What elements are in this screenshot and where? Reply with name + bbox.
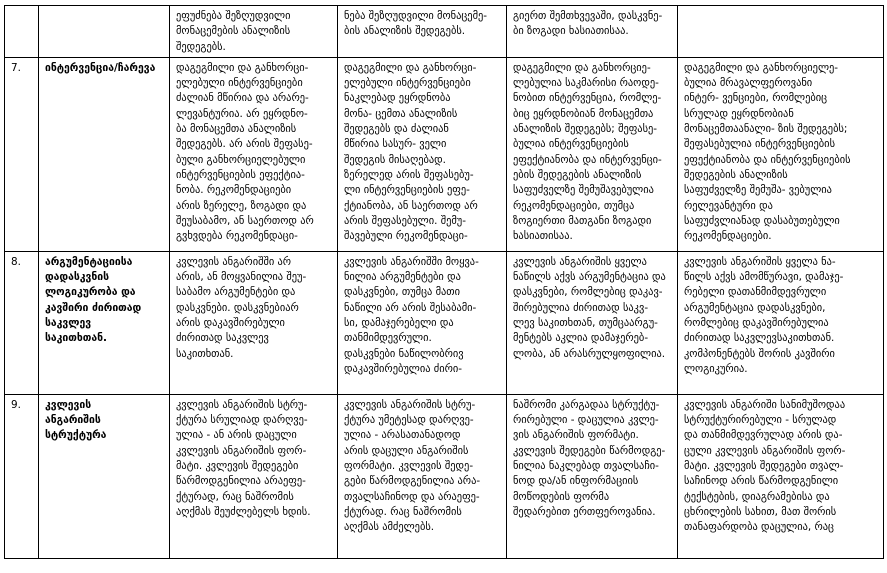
cell-text-line: რელევანტური და — [684, 199, 773, 212]
assessment-rubric-table — [4, 5, 884, 559]
cell-text-line: საფუძვლიანად დასაბუთებული — [684, 214, 840, 227]
cell-text-line: კვლევის შედეგები წარმოდგე- — [513, 444, 666, 457]
cell-text-line: კომპონენტებს შორის კავშირი — [684, 347, 835, 360]
cell-text-line: საჩინოდ არის წარმოდგენილი — [684, 475, 839, 488]
level-2-cell — [338, 57, 507, 251]
row-number-cell: 7. — [5, 57, 39, 251]
cell-text-line: შედეგებს. — [176, 40, 226, 53]
criterion-cell — [39, 57, 170, 251]
cell-text-line: ლევანტურია. არ ეყრდნო- — [176, 107, 308, 120]
cell-text-line: ნობა. რეკომენდაციები — [176, 184, 292, 197]
cell-text-line: ბული განხორციელებული — [176, 153, 306, 166]
level-4-cell — [678, 57, 884, 251]
cell-text-line: გვხვდება რეკომენდაცი- — [176, 230, 298, 243]
cell-text-line: მონაცემთაანალი- ზის შედეგებს; — [684, 123, 848, 136]
cell-text-line: არის დაცული ანგარიშის — [344, 444, 469, 457]
cell-text-line: შედეგის მისაღებად. — [344, 153, 446, 166]
cell-text-line: ნაკლებად ეყრდნობა — [344, 92, 451, 105]
level-1-cell — [170, 57, 338, 251]
cell-text-line: დაგეგმილი და განხორციელე- — [684, 61, 839, 74]
cell-text-line: ქტურად. რაც ნაშრომის — [344, 505, 462, 518]
cell-text-line: მონა- ცემთა ანალიზის — [344, 107, 458, 120]
cell-text-line: შედარებით ერთფეროვანია. — [513, 505, 656, 518]
cell-text-line: ცხრილების სახით, მათ შორის — [684, 505, 837, 518]
cell-text-line: მატი. კვლევის შედეგები თვალ- — [684, 460, 844, 473]
cell-text-line: შეუსაბამო, ან საერთოდ არ — [176, 214, 314, 227]
cell-text-line: კვლევის ანგარიშის ყველა — [513, 255, 647, 268]
cell-text-line: კვლევის — [45, 398, 92, 411]
cell-text-line: შედეგებს. არ არის შეფასე- — [176, 138, 313, 151]
level-2-cell — [338, 394, 507, 558]
cell-text-line: ნაწილს აქვს არგუმენტაცია და — [513, 271, 666, 284]
cell-text-line: მწირია სასურ- ველი — [344, 138, 447, 151]
cell-text-line: და თანმიმდევრულად არის და- — [684, 429, 843, 442]
level-3-cell — [507, 251, 678, 394]
cell-text-line: რირებული - დაცულია კვლე- — [513, 414, 659, 427]
cell-text-line: ანგარიშის — [45, 414, 101, 427]
cell-text-line: რებელი დათანმიმდევრული — [684, 286, 827, 299]
cell-text-line: ების შედეგების ანალიზის — [513, 168, 642, 181]
cell-text-line: ულია - ან არის დაცული — [176, 429, 297, 442]
level-3-cell — [507, 394, 678, 558]
cell-text-line: ძალიან მწირია და არარე- — [176, 92, 309, 105]
cell-text-line: ელებული ინტერვენციები — [176, 77, 303, 90]
cell-text-line: რეკომენდაციები, თუმცა — [513, 199, 635, 212]
cell-text-line: ნაშრომი კარგადაა სტრუქტუ- — [513, 398, 660, 411]
criterion-cell — [39, 6, 170, 58]
level-1-cell — [170, 394, 338, 558]
level-1-cell — [170, 251, 338, 394]
cell-text-line: ზერელედ არის შეფასებუ- — [344, 168, 474, 181]
cell-text-line: ნილია ნაკლებად თვალსაჩი- — [513, 460, 659, 473]
table-row-argumentation — [5, 251, 884, 394]
cell-text-line: ბი ზოგადი ხასიათისაა. — [513, 25, 629, 38]
level-4-cell — [678, 394, 884, 558]
row-number-cell: 8. — [5, 251, 39, 394]
cell-text-line: ლი ინტერვენციების ეფე- — [344, 184, 470, 197]
cell-text-line: წილს აქვს ამომწურავი, დამაჯე- — [684, 271, 844, 284]
cell-text-line: ხასიათისაა. — [513, 230, 573, 243]
cell-text-line: თანაფარდობა დაცულია, რაც — [684, 521, 834, 534]
cell-text-line: ნილია არგუმენტები და — [344, 271, 461, 284]
cell-text-line: აღქმას ამძელებს. — [344, 521, 435, 534]
cell-text-line: კავშირი ძირითად — [45, 301, 142, 314]
cell-text-line: ქტურა უმეტესად დარღვე- — [344, 414, 474, 427]
cell-text-line: დაგეგმილი და განხორცი- — [176, 61, 309, 74]
level-3-cell — [507, 57, 678, 251]
cell-text-line: სტრუქტურა — [45, 429, 107, 442]
cell-text-line: თვალსაჩინოდ და არაეფე- — [344, 490, 480, 503]
cell-text-line: შეფასებულია ინტერვენციების — [684, 138, 835, 151]
cell-text-line: შავებული რეკომენდაცი- — [344, 230, 468, 243]
cell-text-line: ძირითად საკვლევ — [176, 332, 269, 345]
cell-text-line: დასკვნები ნაწილობრივ — [344, 347, 464, 360]
cell-text-line: არის შეფასებული. შემუ- — [344, 214, 466, 227]
cell-text-line: ლოგიკურია. — [684, 362, 748, 375]
cell-text-line: სტრუქტურირებული - სრულად — [684, 414, 837, 427]
cell-text-line: ნოდ და/ან ინფორმაციის — [513, 475, 639, 488]
criterion-cell — [39, 251, 170, 394]
cell-text-line: საბამო არგუმენტები და — [176, 286, 296, 299]
cell-text-line: დასკვნები. დასკვნებიარ — [176, 301, 299, 314]
cell-text-line: ბულია მრავალფეროვანი — [684, 77, 813, 90]
criterion-cell — [39, 394, 170, 558]
cell-text-line: არის, ან მოყვანილია შეუ- — [176, 271, 307, 284]
cell-text-line: ტექსტების, დიაგრამებისა და — [684, 490, 830, 503]
cell-text-line: რომლებიც დაკავშირებულია — [684, 317, 829, 330]
cell-text-line: დაკავშირებულია ძირი- — [344, 362, 463, 375]
cell-text-line: საფუძველზე შემუშავებულია — [513, 184, 654, 197]
level-2-cell — [338, 251, 507, 394]
cell-text-line: გები წარმოდგენილია არა- — [344, 475, 481, 488]
cell-text-line: ბა მონაცემთა ანალიზის — [176, 123, 297, 136]
cell-text-line: ლებულია საკმარისი რაოდე- — [513, 77, 659, 90]
cell-text-line: ულია - არასათანადოდ — [344, 429, 461, 442]
cell-text-line: დაგეგმილი და განხორციე- — [513, 61, 651, 74]
cell-text-line: ძირითად საკვლევსაკითხთან. — [684, 332, 835, 345]
cell-text-line: ეფექტიანობა და ინტერვენციების — [684, 153, 851, 166]
cell-text-line: ნება შეზღუდვილი მონაცემე- — [344, 10, 488, 22]
cell-text-line: თანმიმდევრული. — [344, 332, 432, 345]
cell-text-line: ქტურად, რაც ნაშრომის — [176, 490, 294, 503]
cell-text-line: ანალიზის შედეგებს; შეფასე- — [513, 123, 658, 136]
cell-text-line: კვლევის ანგარიშის სტრუ- — [176, 398, 308, 411]
cell-text-line: ინტერვენციების ეფექტია- — [176, 168, 305, 181]
cell-text-line: წარმოდგენილია არაეფე- — [176, 475, 306, 488]
cell-text-line: გიერთ შემთხვევაში, დასკვნე- — [513, 10, 663, 22]
cell-text-line: სი, დამაჯერებელი და — [344, 317, 454, 330]
cell-text-line: ფორმატი. კვლევის შედე- — [344, 460, 474, 473]
level-1-cell — [170, 6, 338, 58]
cell-text-line: სრულად ეყრდნობიან — [684, 107, 794, 120]
cell-text-line: დასკვნები, რომლებიც დაკავ- — [513, 286, 663, 299]
cell-text-line: ქტიანობა, ან საერთოდ არ — [344, 199, 478, 212]
cell-text-line: საკითხთან. — [176, 347, 234, 360]
cell-text-line: დადასკვნის — [45, 271, 110, 284]
cell-text-line: ლევ საკითხთან, თუმცაარგუ- — [513, 317, 658, 330]
cell-text-line: საკითხთან. — [45, 332, 108, 345]
cell-text-line: დასკვნები, თუმცა მათი — [344, 286, 460, 299]
cell-text-line: ლოგიკურობა და — [45, 286, 136, 299]
table-row-intervention — [5, 57, 884, 251]
cell-text-line: ნაწილი არ არის შესაბამი- — [344, 301, 477, 314]
cell-text-line: ბის ანალიზის შედეგებს. — [344, 25, 466, 38]
cell-text-line: ქტურა სრულიად დარღვე- — [176, 414, 308, 427]
row-number-cell — [5, 6, 39, 58]
cell-text-line: ცული კვლევის ანგარიშის ფორ- — [684, 444, 846, 457]
cell-text-line: მონაცემების ანალიზის — [176, 25, 291, 38]
cell-text-line: ლობა, ან არასრულყოფილია. — [513, 347, 666, 360]
cell-text-line: არის დაკავშირებული — [176, 317, 285, 330]
level-3-cell — [507, 6, 678, 58]
table-row-continued — [5, 6, 884, 58]
cell-text-line: არგუმენტაცია დადასკვნები, — [684, 301, 826, 314]
cell-text-line: რეკომენდაციები. — [684, 230, 772, 243]
cell-text-line: შედეგებს და ძალიან — [344, 123, 449, 136]
cell-text-line: დაგეგმილი და განხორცი- — [344, 61, 477, 74]
cell-text-line: კვლევის ანგარიშში მოყვა- — [344, 255, 479, 268]
cell-text-line: ინტერ- ვენციები, რომლებიც — [684, 92, 828, 105]
cell-text-line: აღქმას შეუძლებელს ხდის. — [176, 505, 311, 518]
cell-text-line: არგუმენტაციისა — [45, 255, 133, 268]
cell-text-line: ელებული ინტერვენციები — [344, 77, 471, 90]
cell-text-line: ბულია ინტერვენციების — [513, 138, 629, 151]
row-number-cell: 9. — [5, 394, 39, 558]
cell-text-line: მენტებს აკლია დამაჯერებ- — [513, 332, 649, 345]
cell-text-line: კვლევის ანგარიშში არ — [176, 255, 292, 268]
cell-text-line: ზოგიერთი მათგანი ზოგადი — [513, 214, 652, 227]
cell-text-line: კვლევის ანგარიშის სტრუ- — [344, 398, 476, 411]
cell-text-line: საფუძველზე შემუშა- ვებულია — [684, 184, 832, 197]
level-4-cell — [678, 251, 884, 394]
cell-text-line: ნობით ინტერვენცია, რომლე- — [513, 92, 662, 105]
level-2-cell — [338, 6, 507, 58]
cell-text-line: ინტერვენცია/ჩარევა — [45, 61, 156, 74]
cell-text-line: ბიც ეყრდნობიან მონაცემთა — [513, 107, 654, 120]
cell-text-line: შედეგების ანალიზის — [684, 168, 788, 181]
cell-text-line: კვლევის ანგარიშის ყველა ნა- — [684, 255, 836, 268]
cell-text-line: ეფექტიანობა და ინტერვენცი- — [513, 153, 662, 166]
table-row-structure — [5, 394, 884, 558]
cell-text-line: შირებულია ძირითად საკვ- — [513, 301, 649, 314]
cell-text-line: კვლევის ანგარიშის ფორ- — [176, 444, 307, 457]
level-4-cell — [678, 6, 884, 58]
cell-text-line: ვის ანგარიშის ფორმატი. — [513, 429, 639, 442]
cell-text-line: არის ზერელე, ზოგადი და — [176, 199, 307, 212]
cell-text-line: ეფუძნება შეზღუდვილი — [176, 10, 291, 22]
cell-text-line: კვლევის ანგარიში სანიმუშოდაა — [684, 398, 846, 411]
cell-text-line: მატი. კვლევის შედეგები — [176, 460, 299, 473]
cell-text-line: საკვლევ — [45, 317, 92, 330]
cell-text-line: მოწოდების ფორმა — [513, 490, 610, 503]
